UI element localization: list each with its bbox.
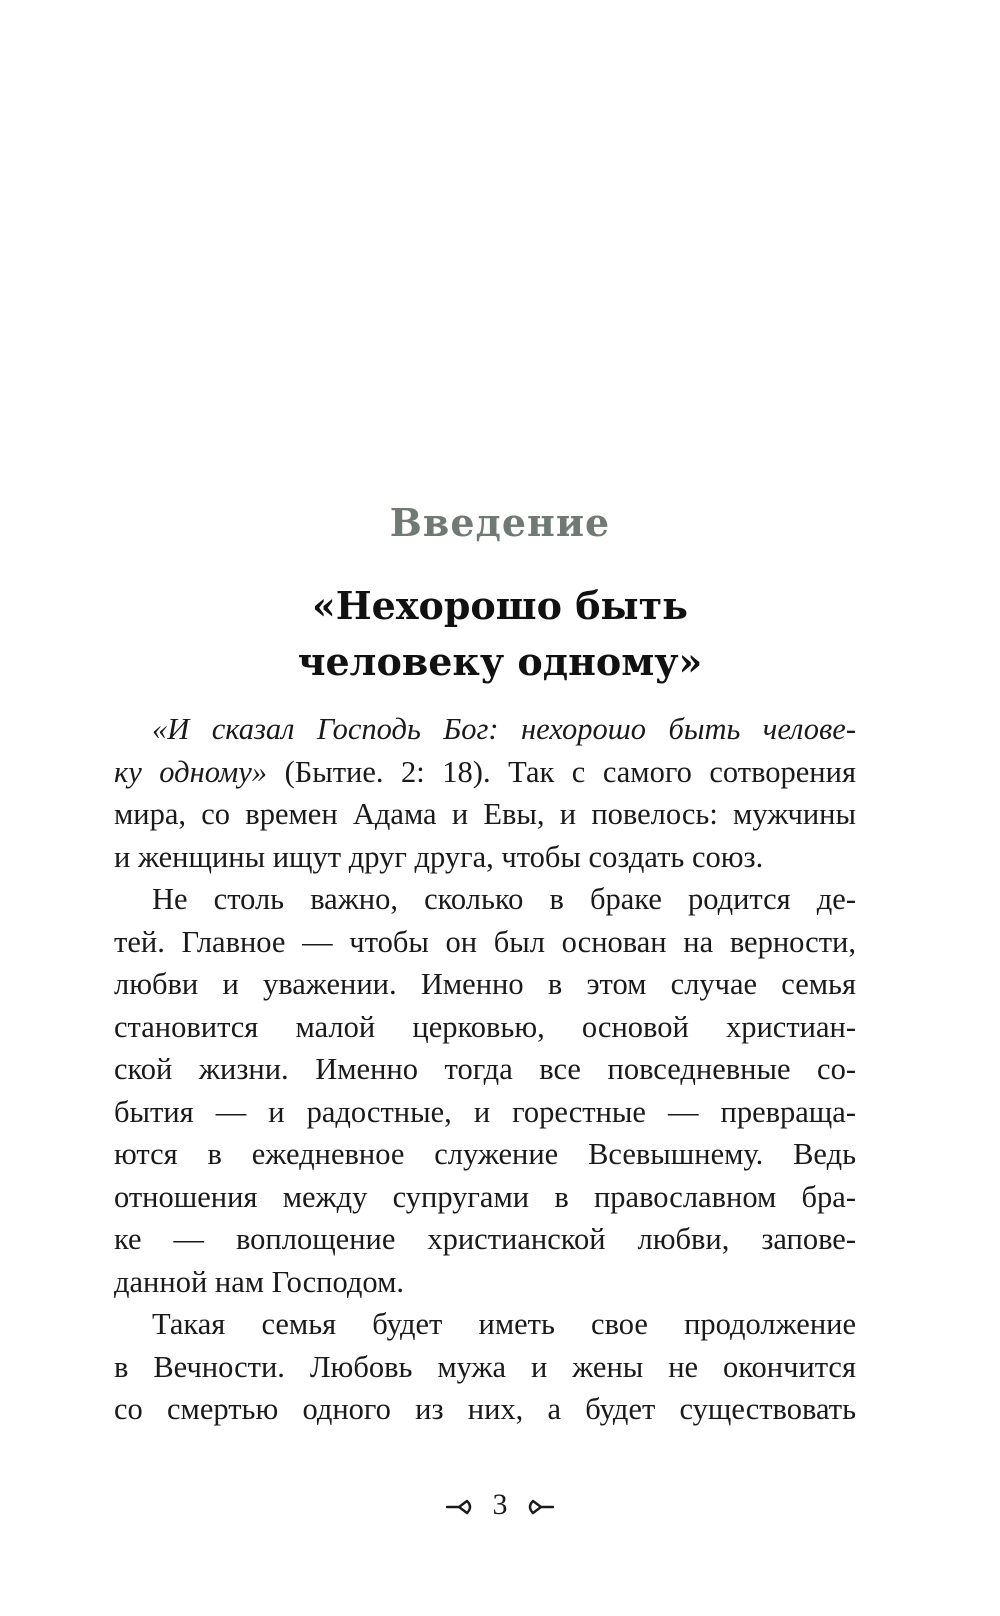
text-line: Не столь важно, сколько в браке родится де-	[152, 882, 856, 916]
paragraph-1	[114, 708, 856, 878]
section-label: Введение	[389, 500, 611, 545]
text-span: и женщины ищут друг друга, чтобы создать союз.	[114, 839, 764, 874]
text-line: данной нам Господом.	[114, 1264, 404, 1299]
text-line: отношения между супругами в православном бра-	[114, 1179, 856, 1214]
text-line	[114, 793, 856, 836]
text-line: ются в ежедневное служение Всевышнему. Ведь	[114, 1137, 856, 1171]
body-text	[114, 708, 856, 1431]
page-number: 3	[492, 1488, 508, 1521]
text-line	[114, 751, 856, 794]
chapter-title	[0, 578, 1000, 690]
chapter-title-line-1: «Нехорошо быть	[312, 583, 688, 628]
chapter-title-line-2: человеку одному»	[297, 639, 703, 684]
page-footer	[0, 1488, 1000, 1522]
text-line: со смертью одного из них, а будет существовать	[114, 1392, 856, 1426]
ornament-right-icon	[525, 1498, 555, 1516]
text-span: (Бытие. 2: 18). Так с самого сотворения	[267, 754, 856, 789]
text-line	[114, 836, 856, 879]
quote-text: «И сказал Господь Бог: нехорошо быть челове-	[152, 712, 856, 746]
ornament-left-icon	[445, 1498, 475, 1516]
quote-text: ку одному»	[114, 754, 268, 789]
text-span: мира, со времен Адама и Евы, и повелось: мужчины	[114, 797, 856, 831]
text-line: ской жизни. Именно тогда все повседневные со-	[114, 1052, 856, 1086]
text-line: становится малой церковью, основой христиан-	[114, 1009, 856, 1044]
text-line: Такая семья будет иметь свое продолжение	[152, 1307, 856, 1341]
text-line	[114, 708, 856, 751]
text-line: бытия — и радостные, и горестные — превраща-	[114, 1094, 856, 1129]
text-line: любви и уважении. Именно в этом случае семья	[114, 967, 856, 1001]
text-line: ке — воплощение христианской любви, запове-	[114, 1222, 856, 1256]
paragraph-3	[114, 1303, 856, 1431]
paragraph-2	[114, 878, 856, 1303]
text-line: в Вечности. Любовь мужа и жены не окончится	[114, 1349, 856, 1384]
text-line: тей. Главное — чтобы он был основан на верности,	[114, 924, 856, 959]
